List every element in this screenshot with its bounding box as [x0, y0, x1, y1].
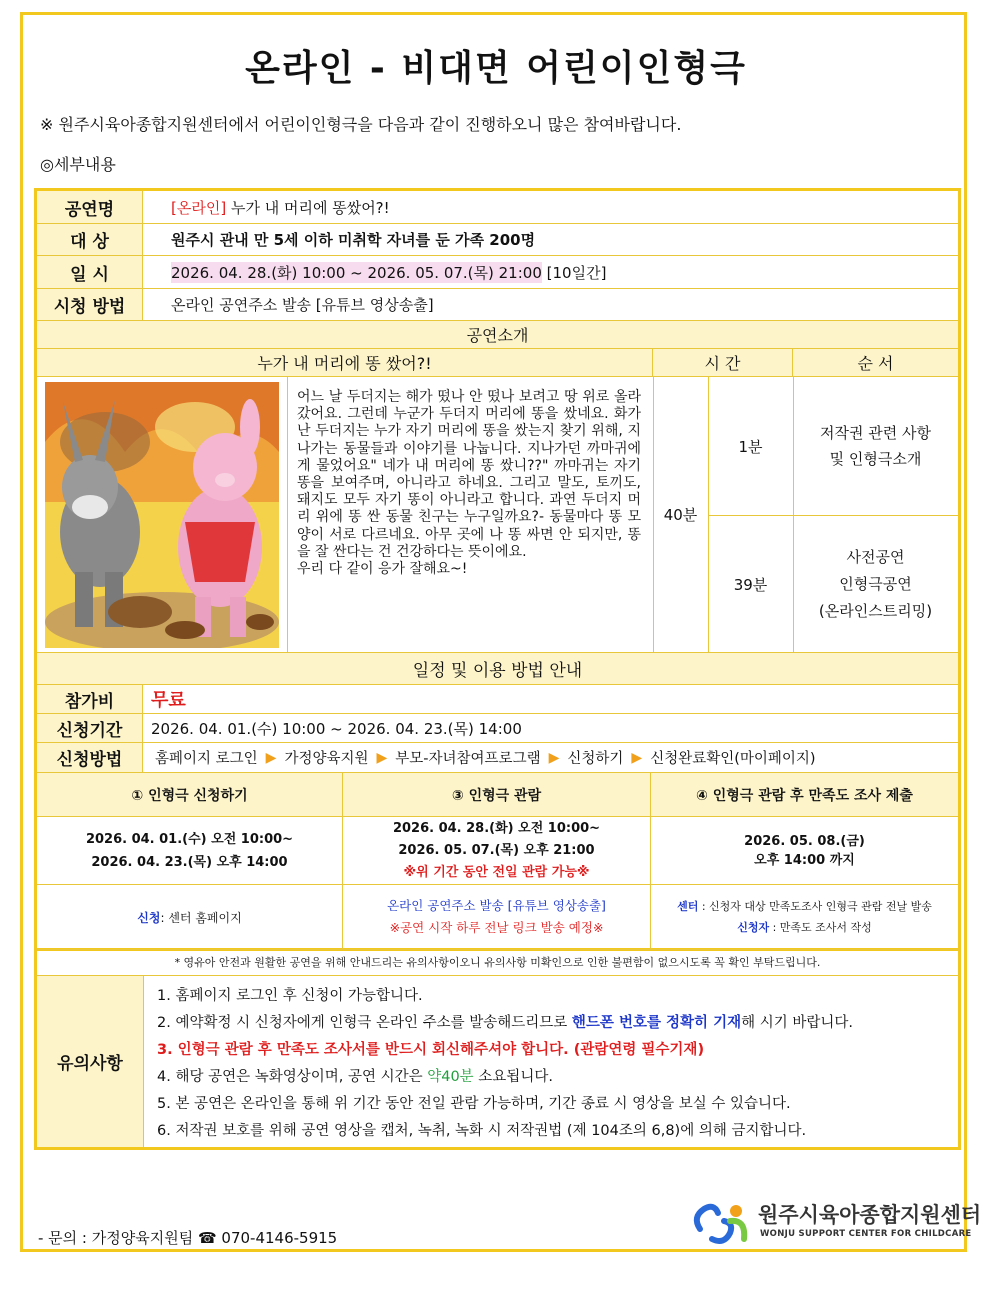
label-target: 대 상 — [37, 224, 143, 255]
schedule-header-row — [37, 653, 958, 685]
org-logo-icon — [690, 1199, 752, 1245]
step-3: 부모-자녀참여프로그램 — [395, 751, 541, 767]
order-2-line-3: (온라인스트리밍) — [818, 601, 933, 620]
note-4-c: 소요됩니다. — [473, 1069, 553, 1085]
flow-col-1-date-2: 2026. 04. 23.(목) 오후 14:00 — [91, 854, 288, 870]
row-show — [37, 191, 958, 224]
org-logo — [690, 1195, 982, 1250]
flow-col-1-how-val: : 센터 홈페이지 — [160, 910, 242, 925]
flow-col-2-dates — [343, 817, 651, 884]
flow-col-3-how-2-val: : 만족도 조사서 작성 — [769, 921, 872, 934]
page-title: 온라인 - 비대면 어린이인형극 — [245, 48, 747, 89]
col-order: 순 서 — [793, 349, 958, 376]
flow-col-1-how-key: 신청 — [137, 910, 161, 925]
note-5: 5. 본 공연은 온라인을 통해 위 기간 동안 전일 관람 가능하며, 기간 종료 시 영상을 보실 수 있습니다. — [157, 1096, 791, 1112]
flow-col-2-date-1: 2026. 04. 28.(화) 오전 10:00~ — [392, 820, 601, 836]
notes-box — [34, 976, 961, 1150]
time-2: 39분 — [733, 575, 768, 594]
flow-col-2-note: ※위 기간 동안 전일 관람 가능※ — [403, 864, 590, 880]
puppet-show-photo — [45, 382, 279, 648]
schedule-header: 일정 및 이용 방법 안내 — [37, 653, 958, 684]
row-date — [37, 256, 958, 289]
note-6: 6. 저작권 보호를 위해 공연 영상을 캡처, 녹취, 녹화 시 저작권법 (제 104조의 6,8)에 의해 금지합니다. — [157, 1123, 807, 1139]
order-2 — [793, 515, 958, 653]
org-name-english: WONJU SUPPORT CENTER FOR CHILDCARE — [760, 1229, 972, 1239]
value-period: 2026. 04. 01.(수) 10:00 ~ 2026. 04. 23.(목) 14:00 — [151, 719, 522, 738]
apply-steps — [155, 743, 816, 772]
order-2-line-2: 인형극공연 — [839, 574, 912, 593]
story-body: 어느 날 두더지는 해가 떴나 안 떴나 보려고 땅 위로 올라갔어요. 그런데 누군가 두더지 머리에 똥을 쌌네요. 화가 난 두더지는 누가 자기 머리에 똥을 쌌는지 찾기 위해, 지나가는 동물들과 이야기를 나눕니다. 지나가던 까마귀에게 물었어요" 네가 내 머리에 똥 쌌니??" 까마귀는 자기 똥을 보여주며, 아니라고 하네요. 그리고 말도, 토끼도, 돼지도 모두 자기 똥이 아니라고 합니다. 과연 두더지 머리 위에 똥 싼 동물 친구는 누구일까요?- 동물마다 똥 모양이 서로 다르네요. 아무 곳에 나 똥 싸면 안 되지만, 똥을 잘 싼다는 건 건강하다는 뜻이에요. — [297, 389, 641, 560]
note-2-b: 핸드폰 번호를 정확히 기재 — [571, 1015, 742, 1031]
value-method: 온라인 공연주소 발송 [유튜브 영상송출] — [171, 296, 434, 314]
intro-body-row — [37, 377, 958, 653]
flow-col-3-how-2-key: 신청자 — [737, 921, 770, 934]
story-last-line: 우리 다 같이 응가 잘해요~! — [297, 561, 468, 578]
section-subtitle: ◎세부내용 — [40, 155, 116, 174]
label-period: 신청기간 — [37, 714, 143, 742]
flow-col-3-how-1-val: : 신청자 대상 만족도조사 인형극 관람 전날 발송 — [698, 900, 932, 913]
safety-notice: * 영유아 안전과 원활한 공연을 위해 안내드리는 유의사항이오니 유의사항 미확인으로 인한 불편함이 없으시도록 꼭 확인 부탁드립니다. — [34, 948, 961, 976]
label-fee: 참가비 — [37, 685, 143, 713]
show-prefix: [온라인] — [171, 198, 227, 217]
order-2-line-1: 사전공연 — [846, 547, 905, 566]
info-table — [34, 188, 961, 951]
flow-col-3-date-2: 오후 14:00 까지 — [754, 852, 855, 868]
flow-col-2-head: ③ 인형극 관람 — [343, 773, 651, 816]
step-5: 신청완료확인(마이페이지) — [650, 751, 816, 767]
intro-text: ※ 원주시육아종합지원센터에서 어린이인형극을 다음과 같이 진행하오니 많은 참여바랍니다. — [40, 115, 682, 134]
intro-header: 공연소개 — [37, 321, 958, 348]
flow-col-1-date-1: 2026. 04. 01.(수) 오전 10:00~ — [85, 831, 294, 847]
value-target: 원주시 관내 만 5세 이하 미취학 자녀를 둔 가족 200명 — [171, 231, 536, 249]
arrow-right-icon: ▶ — [631, 749, 643, 766]
divider — [287, 377, 288, 652]
total-time: 40분 — [663, 506, 698, 524]
date-suffix: [10일간] — [546, 263, 607, 282]
flow-col-2-how — [343, 885, 651, 949]
note-2 — [157, 1010, 947, 1037]
flow-head-row — [37, 773, 958, 817]
order-1-line-1: 저작권 관련 사항 — [820, 424, 931, 442]
flow-col-3-dates — [651, 817, 958, 884]
note-4 — [157, 1064, 947, 1091]
arrow-right-icon: ▶ — [376, 749, 388, 766]
value-fee: 무료 — [151, 690, 186, 711]
contact-info: - 문의 : 가정양육지원팀 ☎ 070-4146-5915 — [38, 1229, 338, 1247]
order-1 — [793, 377, 958, 515]
step-4: 신청하기 — [567, 751, 624, 767]
label-show: 공연명 — [37, 191, 143, 223]
note-4-a: 4. 해당 공연은 녹화영상이며, 공연 시간은 — [157, 1069, 428, 1085]
story-text — [297, 389, 641, 578]
value-date — [143, 256, 958, 288]
notes-label: 유의사항 — [37, 976, 144, 1147]
flow-col-1-head: ① 인형극 신청하기 — [37, 773, 343, 816]
intro-header-row — [37, 321, 958, 349]
step-2: 가정양육지원 — [284, 751, 369, 767]
flow-how-row — [37, 885, 958, 950]
col-time: 시 간 — [653, 349, 793, 376]
flow-col-3-how-1-key: 센터 — [677, 900, 699, 913]
row-target — [37, 224, 958, 256]
step-1: 홈페이지 로그인 — [155, 751, 258, 767]
note-2-c: 해 시기 바랍니다. — [741, 1015, 854, 1031]
time-1: 1분 — [738, 437, 763, 456]
flow-col-3-how — [651, 885, 958, 949]
order-1-line-2: 및 인형극소개 — [829, 450, 922, 468]
arrow-right-icon: ▶ — [265, 749, 277, 766]
notes-list — [157, 983, 947, 1145]
flow-col-2-date-2: 2026. 05. 07.(목) 오후 21:00 — [398, 842, 595, 858]
note-3: 3. 인형극 관람 후 만족도 조사서를 반드시 회신해주셔야 합니다. (관람연령 필수기재) — [157, 1042, 705, 1058]
row-fee — [37, 685, 958, 714]
note-4-b: 약40분 — [427, 1069, 474, 1085]
col-title: 누가 내 머리에 똥 쌌어?! — [37, 349, 653, 376]
value-show — [143, 191, 958, 223]
show-title: 누가 내 머리에 똥쌌어?! — [230, 198, 390, 217]
note-1: 1. 홈페이지 로그인 후 신청이 가능합니다. — [157, 988, 423, 1004]
flow-col-3-head: ④ 인형극 관람 후 만족도 조사 제출 — [696, 787, 913, 804]
row-period — [37, 714, 958, 743]
org-name: 원주시육아종합지원센터 — [758, 1203, 982, 1227]
intro-col-row — [37, 349, 958, 377]
label-date: 일 시 — [37, 256, 143, 288]
arrow-right-icon: ▶ — [548, 749, 560, 766]
row-method — [37, 289, 958, 321]
flow-col-1-how — [37, 885, 343, 949]
date-range: 2026. 04. 28.(화) 10:00 ~ 2026. 05. 07.(목) 21:00 — [171, 263, 542, 282]
flow-col-2-how-1: 온라인 공연주소 발송 [유튜브 영상송출] — [387, 898, 606, 913]
flow-col-3-date-1: 2026. 05. 08.(금) — [744, 833, 865, 849]
label-method: 시청 방법 — [37, 289, 143, 320]
flow-date-row — [37, 817, 958, 885]
row-apply — [37, 743, 958, 773]
flow-col-1-dates — [37, 817, 343, 884]
label-apply: 신청방법 — [37, 743, 143, 772]
flow-col-2-how-2: ※공연 시작 하루 전날 링크 발송 예정※ — [389, 920, 604, 935]
note-2-a: 2. 예약확정 시 신청자에게 인형극 온라인 주소를 발송해드리므로 — [157, 1015, 572, 1031]
